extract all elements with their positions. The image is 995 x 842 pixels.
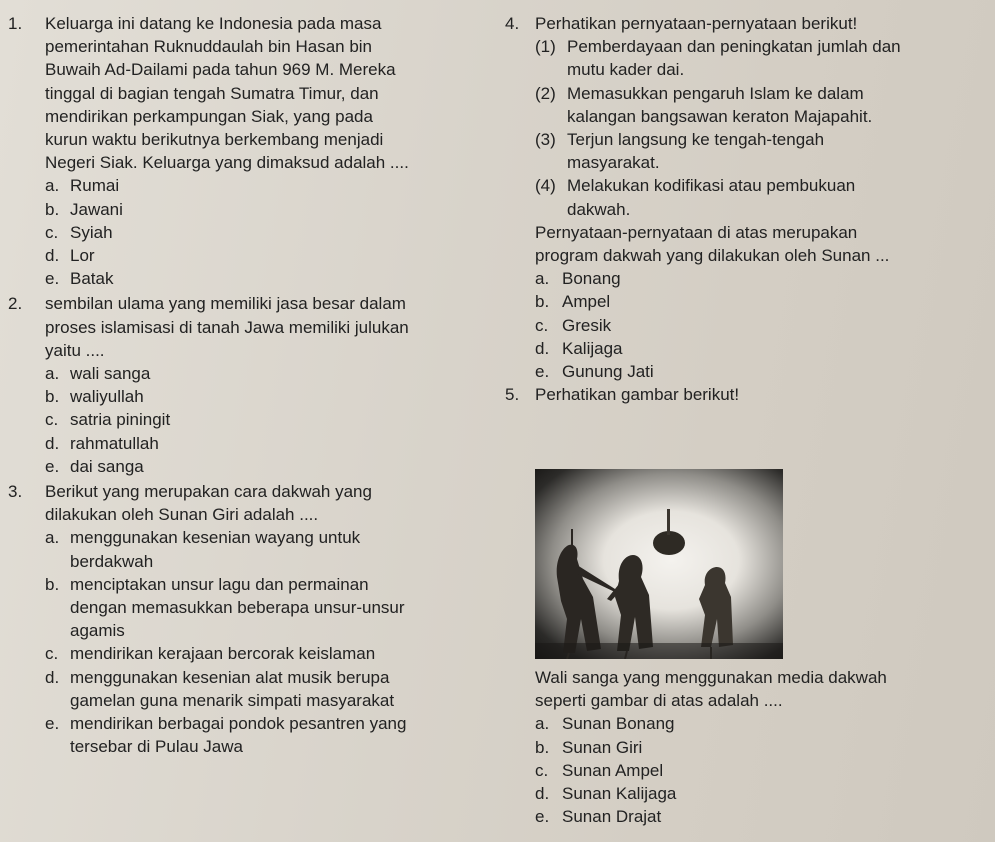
option-text: rahmatullah — [70, 433, 159, 453]
statement-line: kalangan bangsawan keraton Majapahit. — [567, 106, 873, 126]
right-puppet-icon — [607, 555, 653, 651]
question-text-line: Wali sanga yang menggunakan media dakwah — [535, 668, 887, 687]
option-letter: e. — [45, 269, 60, 289]
right-puppet-icon — [699, 567, 733, 647]
option-letter: d. — [45, 246, 60, 266]
question-text-line: yaitu .... — [45, 340, 105, 360]
answer-option — [505, 736, 990, 759]
option-letter: b. — [45, 574, 60, 594]
question-text-line: Keluarga ini datang ke Indonesia pada masa — [45, 14, 382, 33]
answer-option — [505, 290, 990, 313]
question-number: 2. — [8, 294, 23, 314]
answer-option — [505, 759, 990, 782]
option-letter: b. — [45, 387, 60, 407]
option-letter: b. — [45, 199, 60, 219]
answer-option — [8, 244, 496, 267]
question-5 — [505, 383, 990, 406]
option-letter: c. — [45, 222, 59, 242]
answer-option — [505, 337, 990, 360]
option-text-line: mendirikan berbagai pondok pesantren yang — [70, 714, 407, 734]
option-letter: d. — [45, 667, 60, 687]
wayang-puppet-illustration — [535, 469, 783, 659]
option-letter: c. — [45, 410, 59, 430]
answer-option — [8, 432, 496, 455]
left-puppet-icon — [557, 529, 617, 653]
option-text-line: berdakwah — [70, 551, 154, 571]
question-text-line: sembilan ulama yang memiliki jasa besar dalam — [45, 294, 406, 314]
option-text: Kalijaga — [562, 338, 623, 358]
question-text-line: program dakwah yang dilakukan oleh Sunan ... — [535, 246, 890, 266]
option-letter: d. — [45, 433, 60, 453]
option-letter: a. — [45, 364, 60, 384]
option-text: Ampel — [562, 292, 611, 312]
question-text-line: Pernyataan-pernyataan di atas merupakan — [535, 222, 858, 242]
option-text: Sunan Ampel — [562, 760, 664, 780]
question-2 — [8, 292, 496, 362]
option-text: Sunan Drajat — [562, 807, 662, 827]
option-text-line: agamis — [70, 621, 125, 641]
option-text: Sunan Giri — [562, 737, 643, 757]
statement-item — [505, 174, 990, 220]
statement-number: (1) — [535, 37, 556, 57]
statement-line: Memasukkan pengaruh Islam ke dalam — [567, 83, 864, 103]
option-letter: c. — [535, 760, 549, 780]
question-text-line: pemerintahan Ruknuddaulah bin Hasan bin — [45, 37, 373, 57]
question-number: 3. — [8, 482, 23, 502]
question-text-line: mendirikan perkampungan Siak, yang pada — [45, 106, 373, 126]
statement-number: (2) — [535, 83, 556, 103]
question-prompt — [505, 666, 990, 712]
question-number: 4. — [505, 14, 520, 33]
answer-option — [505, 267, 990, 290]
option-text-line: mendirikan kerajaan bercorak keislaman — [70, 644, 376, 664]
question-number: 5. — [505, 385, 520, 405]
answer-option — [8, 362, 496, 385]
question-text-line: seperti gambar di atas adalah .... — [535, 691, 783, 711]
answer-option — [8, 642, 496, 665]
option-text: wali sanga — [70, 364, 151, 384]
question-text-line: dilakukan oleh Sunan Giri adalah .... — [45, 505, 319, 525]
option-letter: e. — [535, 807, 550, 827]
question-text-line: Berikut yang merupakan cara dakwah yang — [45, 482, 372, 502]
option-text-line: tersebar di Pulau Jawa — [70, 737, 243, 757]
option-text-line: menggunakan kesenian alat musik berupa — [70, 667, 390, 687]
option-letter: b. — [535, 292, 550, 312]
option-letter: a. — [45, 528, 60, 548]
answer-option — [8, 385, 496, 408]
answer-option — [8, 666, 496, 712]
answer-option — [8, 408, 496, 431]
question-text-line: tinggal di bagian tengah Sumatra Timur, dan — [45, 83, 379, 103]
statement-item — [505, 35, 990, 81]
question-intro: Perhatikan gambar berikut! — [535, 385, 740, 405]
statement-line: Melakukan kodifikasi atau pembukuan — [567, 176, 856, 196]
option-text: Sunan Bonang — [562, 714, 675, 734]
question-1 — [8, 12, 496, 174]
question-text-line: Negeri Siak. Keluarga yang dimaksud adalah .... — [45, 153, 409, 173]
option-text: waliyullah — [70, 387, 144, 407]
option-text: dai sanga — [70, 456, 144, 476]
option-text: Bonang — [562, 269, 621, 289]
option-text: Lor — [70, 246, 95, 266]
answer-option — [8, 198, 496, 221]
option-text: Gresik — [562, 315, 612, 335]
question-4 — [505, 12, 990, 35]
left-column — [8, 12, 496, 759]
option-text-line: gamelan guna menarik simpati masyarakat — [70, 690, 395, 710]
option-text: Sunan Kalijaga — [562, 784, 677, 804]
option-text: Rumai — [70, 176, 120, 196]
statement-line: dakwah. — [567, 199, 631, 219]
answer-option — [8, 573, 496, 643]
option-letter: e. — [45, 456, 60, 476]
question-text-line: proses islamisasi di tanah Jawa memiliki julukan — [45, 317, 409, 337]
statement-number: (4) — [535, 176, 556, 196]
answer-option — [8, 174, 496, 197]
option-letter: a. — [45, 176, 60, 196]
question-text-line: Buwaih Ad-Dailami pada tahun 969 M. Mereka — [45, 60, 396, 80]
option-letter: d. — [535, 784, 550, 804]
question-3 — [8, 480, 496, 526]
answer-option — [505, 360, 990, 383]
option-letter: e. — [45, 714, 60, 734]
answer-option — [505, 782, 990, 805]
statement-line: mutu kader dai. — [567, 60, 685, 80]
answer-option — [505, 314, 990, 337]
wayang-photo — [535, 469, 783, 659]
option-text-line: menciptakan unsur lagu dan permainan — [70, 574, 369, 594]
question-prompt — [505, 221, 990, 267]
option-letter: b. — [535, 737, 550, 757]
statement-line: Pemberdayaan dan peningkatan jumlah dan — [567, 37, 901, 57]
right-column — [505, 12, 990, 406]
option-text-line: dengan memasukkan beberapa unsur-unsur — [70, 598, 405, 618]
statement-item — [505, 128, 990, 174]
option-text: Syiah — [70, 222, 113, 242]
option-letter: c. — [535, 315, 549, 335]
answer-option — [8, 712, 496, 758]
question-intro: Perhatikan pernyataan-pernyataan berikut! — [535, 14, 858, 33]
option-text-line: menggunakan kesenian wayang untuk — [70, 528, 361, 548]
option-text: Jawani — [70, 199, 123, 219]
option-letter: d. — [535, 338, 550, 358]
answer-option — [8, 221, 496, 244]
question-number: 1. — [8, 14, 23, 33]
option-text: Gunung Jati — [562, 362, 654, 382]
option-letter: e. — [535, 362, 550, 382]
statement-item — [505, 82, 990, 128]
option-letter: a. — [535, 714, 550, 734]
answer-option — [8, 267, 496, 290]
answer-option — [505, 805, 990, 828]
question-text-line: kurun waktu berikutnya berkembang menjadi — [45, 130, 384, 150]
option-text: Batak — [70, 269, 114, 289]
statement-line: masyarakat. — [567, 153, 660, 173]
option-letter: c. — [45, 644, 59, 664]
statement-number: (3) — [535, 130, 556, 150]
option-text: satria piningit — [70, 410, 171, 430]
statement-line: Terjun langsung ke tengah-tengah — [567, 130, 825, 150]
option-letter: a. — [535, 269, 550, 289]
answer-option — [8, 455, 496, 478]
right-column-bottom — [505, 666, 990, 828]
answer-option — [8, 526, 496, 572]
answer-option — [505, 712, 990, 735]
